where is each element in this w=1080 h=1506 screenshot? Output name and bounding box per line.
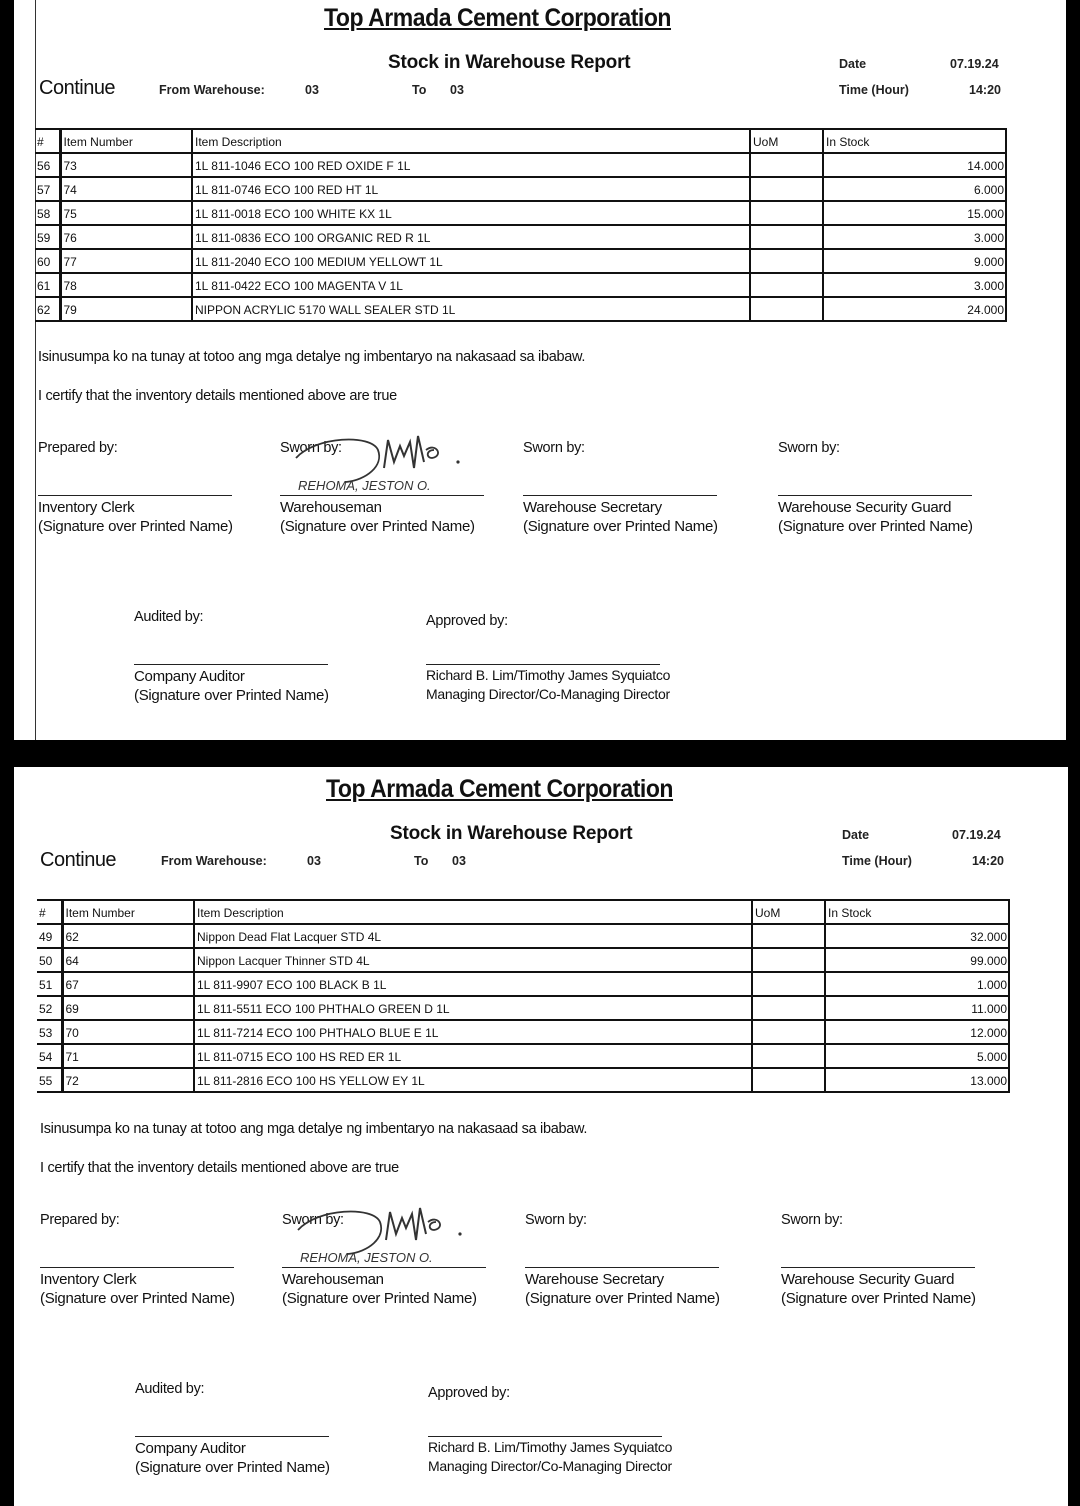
role-note: (Signature over Printed Name)	[38, 518, 233, 535]
row-uom	[752, 996, 825, 1020]
row-item-number: 64	[62, 948, 194, 972]
role-title: Warehouseman	[282, 1271, 384, 1288]
row-description: 1L 811-2040 ECO 100 MEDIUM YELLOWT 1L	[192, 249, 750, 273]
handwritten-signature-icon	[278, 1200, 488, 1266]
to-warehouse-value: 03	[452, 854, 466, 868]
role-title: Warehouse Security Guard	[778, 499, 952, 516]
signature-name: REHOMA, JESTON O.	[298, 478, 431, 493]
row-index: 51	[37, 972, 62, 996]
security-guard-role	[778, 498, 973, 536]
row-index: 56	[35, 153, 60, 177]
col-header-in-stock: In Stock	[825, 900, 1009, 924]
row-item-number: 77	[60, 249, 192, 273]
signature-line	[428, 1436, 662, 1437]
signature-line	[135, 1436, 329, 1437]
role-note: (Signature over Printed Name)	[135, 1459, 330, 1476]
row-in-stock: 13.000	[825, 1068, 1009, 1092]
role-note: (Signature over Printed Name)	[781, 1290, 976, 1307]
sworn-by-label: Sworn by:	[778, 440, 840, 456]
from-warehouse-label: From Warehouse:	[161, 854, 267, 868]
role-note: (Signature over Printed Name)	[525, 1290, 720, 1307]
role-note: (Signature over Printed Name)	[778, 518, 973, 535]
row-description: 1L 811-5511 ECO 100 PHTHALO GREEN D 1L	[194, 996, 752, 1020]
date-value: 07.19.24	[952, 828, 1001, 842]
row-uom	[752, 924, 825, 948]
row-uom	[752, 1044, 825, 1068]
to-label: To	[414, 854, 429, 868]
col-header-description: Item Description	[194, 900, 752, 924]
col-header-item-number: Item Number	[62, 900, 194, 924]
row-uom	[750, 297, 823, 321]
security-guard-role	[781, 1270, 976, 1308]
to-warehouse-value: 03	[450, 83, 464, 97]
col-header-description: Item Description	[192, 129, 750, 153]
date-label: Date	[839, 57, 867, 71]
approved-by-label: Approved by:	[428, 1385, 510, 1401]
signature-line	[426, 664, 660, 665]
row-index: 54	[37, 1044, 62, 1068]
sworn-by-label: Sworn by:	[280, 440, 342, 456]
sworn-by-label: Sworn by:	[525, 1212, 587, 1228]
role-title: Warehouse Security Guard	[781, 1271, 955, 1288]
warehouseman-role	[280, 498, 475, 536]
warehouse-secretary-role	[523, 498, 718, 536]
signature-line	[38, 495, 232, 496]
stock-table	[35, 128, 1007, 322]
signature-line	[280, 495, 484, 496]
row-description: 1L 811-0715 ECO 100 HS RED ER 1L	[194, 1044, 752, 1068]
approver-titles: Managing Director/Co-Managing Director	[426, 686, 670, 702]
table-row	[37, 1020, 1009, 1044]
row-in-stock: 9.000	[823, 249, 1006, 273]
row-uom	[752, 1068, 825, 1092]
row-description: 1L 811-0836 ECO 100 ORGANIC RED R 1L	[192, 225, 750, 249]
company-auditor-role	[135, 1439, 330, 1477]
row-description: 1L 811-1046 ECO 100 RED OXIDE F 1L	[192, 153, 750, 177]
time-label: Time (Hour)	[839, 83, 909, 97]
row-item-number: 71	[62, 1044, 194, 1068]
to-label: To	[412, 83, 427, 97]
warehouseman-role	[282, 1270, 477, 1308]
approver-names: Richard B. Lim/Timothy James Syquiatco	[428, 1439, 673, 1455]
prepared-by-label: Prepared by:	[38, 440, 118, 456]
row-index: 52	[37, 996, 62, 1020]
from-warehouse-label: From Warehouse:	[159, 83, 265, 97]
report-title: Stock in Warehouse Report	[388, 52, 631, 73]
row-uom	[750, 273, 823, 297]
row-index: 62	[35, 297, 60, 321]
date-label: Date	[842, 828, 870, 842]
row-index: 53	[37, 1020, 62, 1044]
role-note: (Signature over Printed Name)	[282, 1290, 477, 1307]
row-uom	[750, 177, 823, 201]
continue-label: Continue	[40, 849, 117, 871]
row-uom	[750, 225, 823, 249]
approver-titles: Managing Director/Co-Managing Director	[428, 1458, 672, 1474]
report-title: Stock in Warehouse Report	[390, 823, 633, 844]
row-item-number: 67	[62, 972, 194, 996]
table-row	[35, 249, 1006, 273]
row-description: 1L 811-9907 ECO 100 BLACK B 1L	[194, 972, 752, 996]
time-label: Time (Hour)	[842, 854, 912, 868]
table-row	[35, 273, 1006, 297]
table-row	[35, 201, 1006, 225]
row-item-number: 62	[62, 924, 194, 948]
role-note: (Signature over Printed Name)	[40, 1290, 235, 1307]
certification-tagalog: Isinusumpa ko na tunay at totoo ang mga detalye ng imbentaryo na nakasaad sa ibabaw.	[40, 1121, 588, 1137]
row-item-number: 69	[62, 996, 194, 1020]
from-warehouse-value: 03	[305, 83, 319, 97]
row-in-stock: 99.000	[825, 948, 1009, 972]
row-description: 1L 811-0422 ECO 100 MAGENTA V 1L	[192, 273, 750, 297]
table-row	[35, 225, 1006, 249]
continue-label: Continue	[39, 77, 116, 99]
row-item-number: 72	[62, 1068, 194, 1092]
col-header-index: #	[35, 129, 60, 153]
table-row	[37, 972, 1009, 996]
row-in-stock: 3.000	[823, 273, 1006, 297]
table-row	[35, 177, 1006, 201]
row-description: 1L 811-0018 ECO 100 WHITE KX 1L	[192, 201, 750, 225]
row-description: 1L 811-7214 ECO 100 PHTHALO BLUE E 1L	[194, 1020, 752, 1044]
role-title: Company Auditor	[135, 1440, 246, 1457]
page-margin-line	[35, 0, 36, 740]
col-header-item-number: Item Number	[60, 129, 192, 153]
row-in-stock: 12.000	[825, 1020, 1009, 1044]
signature-line	[781, 1267, 975, 1268]
report-page-1	[14, 0, 1066, 740]
row-description: Nippon Lacquer Thinner STD 4L	[194, 948, 752, 972]
row-in-stock: 15.000	[823, 201, 1006, 225]
certification-english: I certify that the inventory details mentioned above are true	[38, 388, 397, 404]
row-index: 58	[35, 201, 60, 225]
sworn-by-label: Sworn by:	[781, 1212, 843, 1228]
role-note: (Signature over Printed Name)	[134, 687, 329, 704]
table-row	[37, 924, 1009, 948]
role-title: Warehouseman	[280, 499, 382, 516]
row-index: 59	[35, 225, 60, 249]
signature-line	[778, 495, 972, 496]
row-in-stock: 24.000	[823, 297, 1006, 321]
audited-by-label: Audited by:	[135, 1381, 205, 1397]
signature-line	[525, 1267, 719, 1268]
certification-tagalog: Isinusumpa ko na tunay at totoo ang mga detalye ng imbentaryo na nakasaad sa ibabaw.	[38, 349, 586, 365]
company-name: Top Armada Cement Corporation	[324, 4, 672, 32]
time-value: 14:20	[969, 83, 1001, 97]
row-uom	[752, 948, 825, 972]
table-row	[37, 948, 1009, 972]
signature-line	[282, 1267, 486, 1268]
role-title: Warehouse Secretary	[523, 499, 662, 516]
row-index: 50	[37, 948, 62, 972]
row-in-stock: 5.000	[825, 1044, 1009, 1068]
row-index: 57	[35, 177, 60, 201]
table-row	[37, 1068, 1009, 1092]
company-name: Top Armada Cement Corporation	[326, 775, 674, 803]
handwritten-signature-icon	[276, 428, 486, 494]
inventory-clerk-role	[38, 498, 233, 536]
row-in-stock: 1.000	[825, 972, 1009, 996]
date-value: 07.19.24	[950, 57, 999, 71]
prepared-by-label: Prepared by:	[40, 1212, 120, 1228]
signature-name: REHOMA, JESTON O.	[300, 1250, 433, 1265]
role-title: Inventory Clerk	[40, 1271, 137, 1288]
sworn-by-label: Sworn by:	[523, 440, 585, 456]
certification-english: I certify that the inventory details mentioned above are true	[40, 1160, 399, 1176]
signature-line	[523, 495, 717, 496]
table-header-row	[37, 900, 1009, 924]
row-uom	[750, 153, 823, 177]
audited-by-label: Audited by:	[134, 609, 204, 625]
row-item-number: 76	[60, 225, 192, 249]
col-header-index: #	[37, 900, 62, 924]
col-header-in-stock: In Stock	[823, 129, 1006, 153]
row-description: 1L 811-2816 ECO 100 HS YELLOW EY 1L	[194, 1068, 752, 1092]
sworn-by-label: Sworn by:	[282, 1212, 344, 1228]
signature-line	[40, 1267, 234, 1268]
company-auditor-role	[134, 667, 329, 705]
row-index: 55	[37, 1068, 62, 1092]
role-title: Inventory Clerk	[38, 499, 135, 516]
row-uom	[750, 201, 823, 225]
time-value: 14:20	[972, 854, 1004, 868]
table-row	[35, 153, 1006, 177]
col-header-uom: UoM	[752, 900, 825, 924]
from-warehouse-value: 03	[307, 854, 321, 868]
row-index: 49	[37, 924, 62, 948]
warehouse-secretary-role	[525, 1270, 720, 1308]
row-uom	[750, 249, 823, 273]
row-index: 61	[35, 273, 60, 297]
table-header-row	[35, 129, 1006, 153]
approver-names: Richard B. Lim/Timothy James Syquiatco	[426, 667, 671, 683]
stock-table	[37, 899, 1010, 1093]
row-in-stock: 6.000	[823, 177, 1006, 201]
approved-by-label: Approved by:	[426, 613, 508, 629]
row-uom	[752, 1020, 825, 1044]
signature-line	[134, 664, 328, 665]
role-title: Company Auditor	[134, 668, 245, 685]
row-uom	[752, 972, 825, 996]
row-in-stock: 14.000	[823, 153, 1006, 177]
row-description: Nippon Dead Flat Lacquer STD 4L	[194, 924, 752, 948]
role-note: (Signature over Printed Name)	[280, 518, 475, 535]
role-note: (Signature over Printed Name)	[523, 518, 718, 535]
row-item-number: 78	[60, 273, 192, 297]
row-item-number: 75	[60, 201, 192, 225]
col-header-uom: UoM	[750, 129, 823, 153]
row-description: 1L 811-0746 ECO 100 RED HT 1L	[192, 177, 750, 201]
report-page-2	[14, 767, 1068, 1506]
row-item-number: 79	[60, 297, 192, 321]
row-item-number: 73	[60, 153, 192, 177]
row-in-stock: 11.000	[825, 996, 1009, 1020]
row-in-stock: 32.000	[825, 924, 1009, 948]
table-row	[37, 1044, 1009, 1068]
managing-director-role	[428, 1438, 672, 1476]
row-index: 60	[35, 249, 60, 273]
managing-director-role	[426, 666, 670, 704]
row-item-number: 70	[62, 1020, 194, 1044]
table-row	[35, 297, 1006, 321]
row-item-number: 74	[60, 177, 192, 201]
row-in-stock: 3.000	[823, 225, 1006, 249]
table-row	[37, 996, 1009, 1020]
inventory-clerk-role	[40, 1270, 235, 1308]
row-description: NIPPON ACRYLIC 5170 WALL SEALER STD 1L	[192, 297, 750, 321]
role-title: Warehouse Secretary	[525, 1271, 664, 1288]
